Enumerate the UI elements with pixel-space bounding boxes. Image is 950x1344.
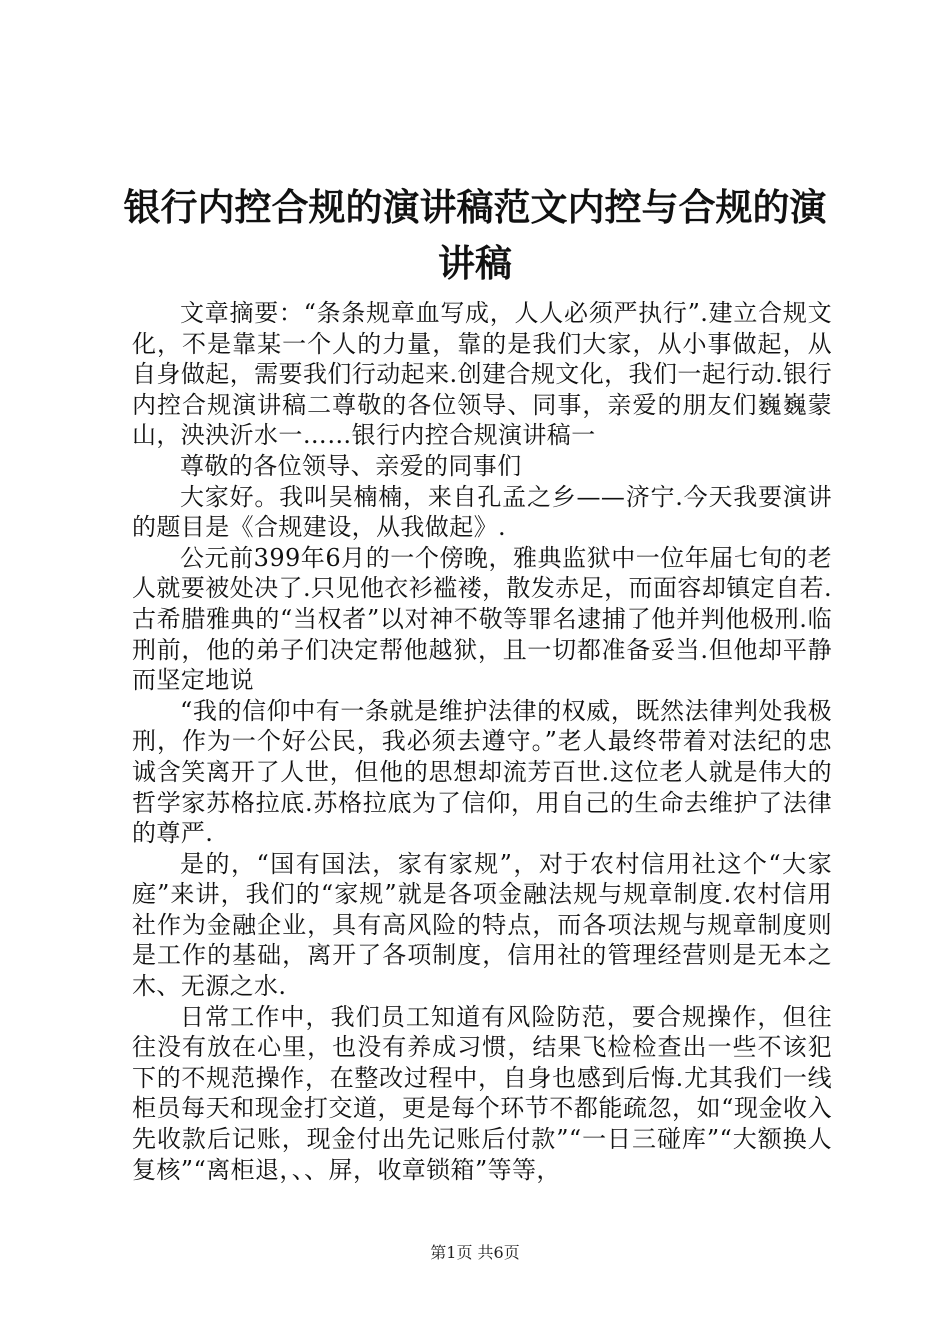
document-title: 银行内控合规的演讲稿范文内控与合规的演讲稿 (123, 186, 827, 285)
paragraph-abstract: 文章摘要：“条条规章血写成，人人必须严执行”.建立合规文化，不是靠某一个人的力量，靠的是我们大家，从小事做起，从自身做起，需要我们行动起来.创建合规文化，我们一起行动.银行内控合规演讲稿二尊敬的各位领导、同事，亲爱的朋友们巍巍蒙山，泱泱沂水一……银行内控合规演讲稿一 (132, 299, 832, 450)
paragraph-daily-work: 日常工作中，我们员工知道有风险防范，要合规操作，但往往没有放在心里，也没有养成习惯，结果飞检检查出一些不该犯下的不规范操作，在整改过程中，自身也感到后悔.尤其我们一线柜员每天和现金打交道，更是每个环节不都能疏忽，如“现金收入先收款后记账，现金付出先记账后付款”“一日三碰库”“大额换人复核”“离柜退，、、屏，收章锁箱”等等， (132, 1002, 832, 1184)
paragraph-rules: 是的，“国有国法，家有家规”，对于农村信用社这个“大家庭”来讲，我们的“家规”就是各项金融法规与规章制度.农村信用社作为金融企业，具有高风险的特点，而各项法规与规章制度则是工作的基础，离开了各项制度，信用社的管理经营则是无本之木、无源之水. (132, 849, 832, 1001)
paragraph-quote: “我的信仰中有一条就是维护法律的权威，既然法律判处我极刑，作为一个好公民，我必须去遵守。”老人最终带着对法纪的忠诚含笑离开了人世，但他的思想却流芳百世.这位老人就是伟大的哲学家苏格拉底.苏格拉底为了信仰，用自己的生命去维护了法律的尊严. (132, 696, 832, 848)
paragraph-greeting: 大家好。我叫吴楠楠，来自孔孟之乡——济宁.今天我要演讲的题目是《合规建设，从我做起》. (132, 482, 832, 542)
document-body (132, 298, 832, 1185)
paragraph-salutation: 尊敬的各位领导、亲爱的同事们 (180, 451, 522, 480)
page-footer: 第1页 共6页 (430, 1243, 520, 1262)
paragraph-story: 公元前399年6月的一个傍晚，雅典监狱中一位年届七旬的老人就要被处决了.只见他衣衫褴褛，散发赤足，而面容却镇定自若.古希腊雅典的“当权者”以对神不敬等罪名逮捕了他并判他极刑.临刑前，他的弟子们决定帮他越狱，且一切都准备妥当.但他却平静而坚定地说 (132, 543, 832, 695)
